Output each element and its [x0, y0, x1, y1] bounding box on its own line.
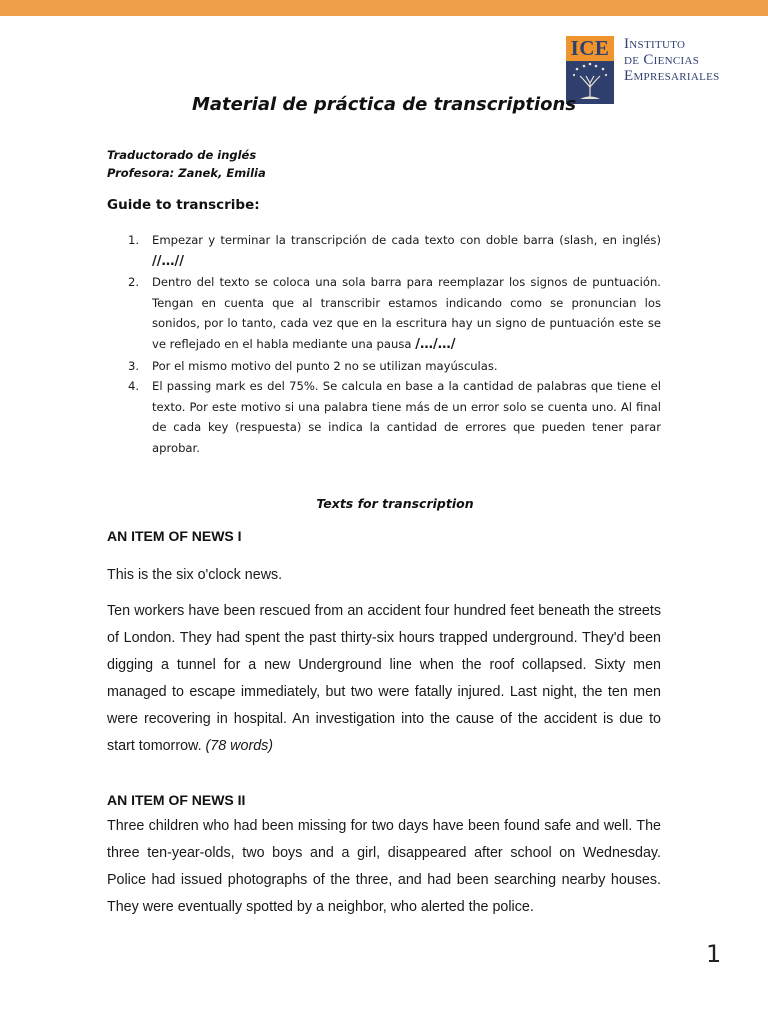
logo-line: de Ciencias — [624, 52, 700, 68]
news-1-intro: This is the six o'clock news. — [107, 567, 283, 583]
word-count: (78 words) — [205, 738, 274, 754]
item-text: Empezar y terminar la transcripción de cada texto con doble barra (slash, en inglés) — [152, 233, 661, 247]
news-1-body — [107, 598, 661, 760]
course-info — [107, 146, 266, 182]
item-text: El passing mark es del 75%. Se calcula en base a la cantidad de palabras que tiene el texto. Por este motivo si una palabra tiene más de un error solo se cuenta uno. Al final de cada key (respuesta) se indica la cantidad de errores que pueden tener parar aprobar. — [152, 379, 661, 455]
guide-item — [108, 376, 661, 458]
teacher-name: Profesora: Zanek, Emilia — [107, 166, 266, 180]
guide-heading: Guide to transcribe: — [107, 197, 260, 213]
guide-list — [108, 230, 661, 459]
slash-notation: //…// — [152, 253, 184, 269]
item-number: 3. — [128, 358, 140, 373]
guide-item — [108, 230, 661, 272]
logo-mark: ICE — [566, 36, 614, 61]
news-2-body: Three children who had been missing for two days have been found safe and well. The three ten-year-olds, two boys and a girl, disappeared after school on Wednesday. Police had issued photographs of the three, and had been searching nearby houses. They were eventually spotted by a neighbor, who alerted the police. — [107, 818, 661, 915]
course-name: Traductorado de inglés — [107, 148, 257, 162]
item-number: 2. — [128, 275, 140, 290]
logo-line: Instituto — [624, 36, 686, 52]
news-1-text: Ten workers have been rescued from an accident four hundred feet beneath the streets of London. They had spent the past thirty-six hours trapped underground. They'd been digging a tunnel for a new Underground line when the roof collapsed. Sixty men managed to escape immediately, but two were fatally injured. Last night, the ten men were recovering in hospital. An investigation into the cause of the accident is due to start tomorrow. — [107, 603, 661, 754]
logo-line: Empresariales — [624, 68, 720, 84]
item-number: 1. — [128, 233, 140, 247]
slash-notation: /…/…/ — [415, 336, 456, 352]
guide-item — [108, 272, 661, 355]
item-text: Por el mismo motivo del punto 2 no se utilizan mayúsculas. — [152, 358, 498, 373]
item-text: Dentro del texto se coloca una sola barra para reemplazar los signos de puntuación. Tengan en cuenta que al transcribir estamos indicando como se pronuncian los sonidos, por lo tanto, cada vez que en la escritura hay un signo de puntuación este se ve reflejado en el habla mediante una pausa — [152, 275, 661, 351]
page-number: 1 — [706, 940, 722, 968]
news-2-heading: AN ITEM OF NEWS II — [107, 792, 246, 808]
texts-heading: Texts for transcription — [316, 496, 474, 511]
logo-wordmark — [624, 36, 768, 84]
document-title: Material de práctica de transcriptions — [191, 94, 577, 115]
news-1-heading: AN ITEM OF NEWS I — [107, 528, 242, 544]
item-number: 4. — [128, 379, 140, 394]
guide-item — [108, 356, 661, 377]
top-accent-bar — [0, 0, 768, 16]
